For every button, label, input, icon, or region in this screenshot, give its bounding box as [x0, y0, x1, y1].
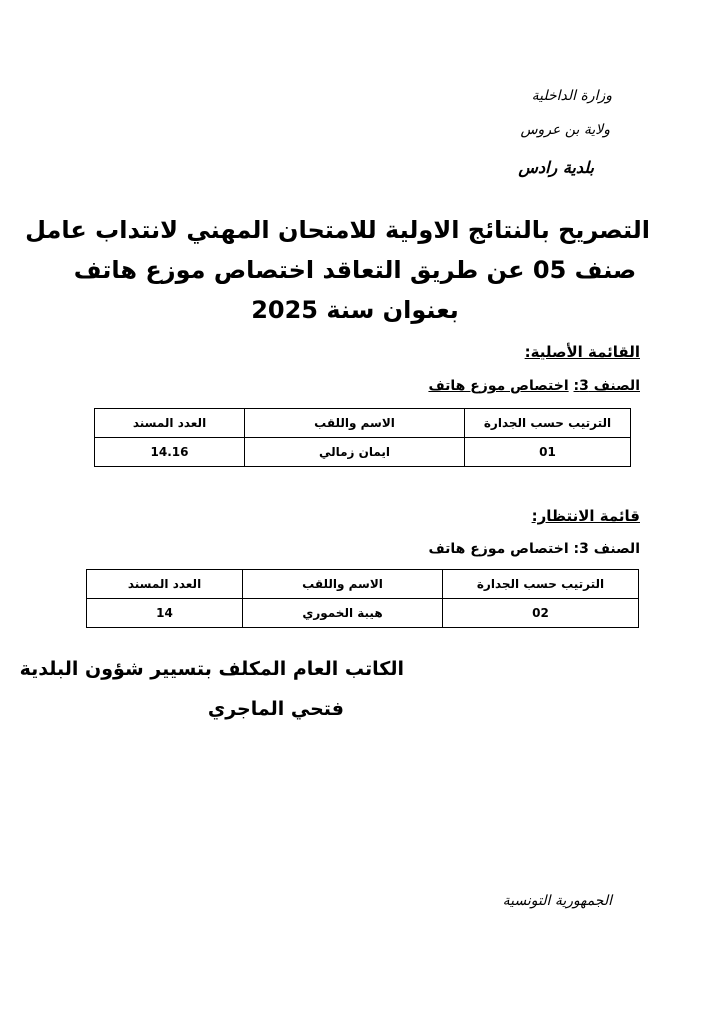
waiting-list-category-name: اختصاص موزع هاتف	[428, 541, 569, 557]
column-header-rank: الترتيب حسب الجدارة	[465, 409, 631, 438]
rank-cell: 01	[465, 438, 631, 467]
waiting-list-table	[86, 569, 639, 628]
table-header-row	[87, 570, 639, 599]
main-list-category	[428, 378, 640, 394]
waiting-list-category	[428, 541, 640, 557]
score-cell: 14.16	[95, 438, 245, 467]
main-list-label: القائمة الأصلية:	[524, 343, 640, 361]
signatory-name: فتحي الماجري	[207, 698, 344, 720]
column-header-name: الاسم واللقب	[243, 570, 443, 599]
waiting-list-category-prefix: الصنف 3:	[573, 541, 640, 557]
table-row	[87, 599, 639, 628]
table-row	[95, 438, 631, 467]
main-list-table	[94, 408, 631, 467]
column-header-rank: الترتيب حسب الجدارة	[443, 570, 639, 599]
main-list-category-name: اختصاص موزع هاتف	[428, 378, 569, 394]
table-header-row	[95, 409, 631, 438]
document-title-line-3: بعنوان سنة 2025	[251, 296, 459, 324]
document-title-line-1: التصريح بالنتائج الاولية للامتحان المهني لانتداب عامل	[25, 216, 650, 244]
waiting-list-label: قائمة الانتظار:	[531, 507, 640, 525]
score-cell: 14	[87, 599, 243, 628]
signatory-role: الكاتب العام المكلف بتسيير شؤون البلدية	[19, 658, 404, 680]
name-cell: هيبة الخموري	[243, 599, 443, 628]
column-header-name: الاسم واللقب	[245, 409, 465, 438]
main-list-category-prefix: الصنف 3:	[573, 378, 640, 394]
republic-footer: الجمهورية التونسية	[502, 893, 612, 909]
name-cell: ايمان زمالي	[245, 438, 465, 467]
ministry-header: وزارة الداخلية	[531, 88, 612, 104]
governorate-header: ولاية بن عروس	[520, 122, 610, 138]
municipality-header: بلدية رادس	[518, 158, 594, 177]
document-title-line-2: صنف 05 عن طريق التعاقد اختصاص موزع هاتف	[73, 256, 637, 284]
column-header-score: العدد المسند	[95, 409, 245, 438]
column-header-score: العدد المسند	[87, 570, 243, 599]
rank-cell: 02	[443, 599, 639, 628]
